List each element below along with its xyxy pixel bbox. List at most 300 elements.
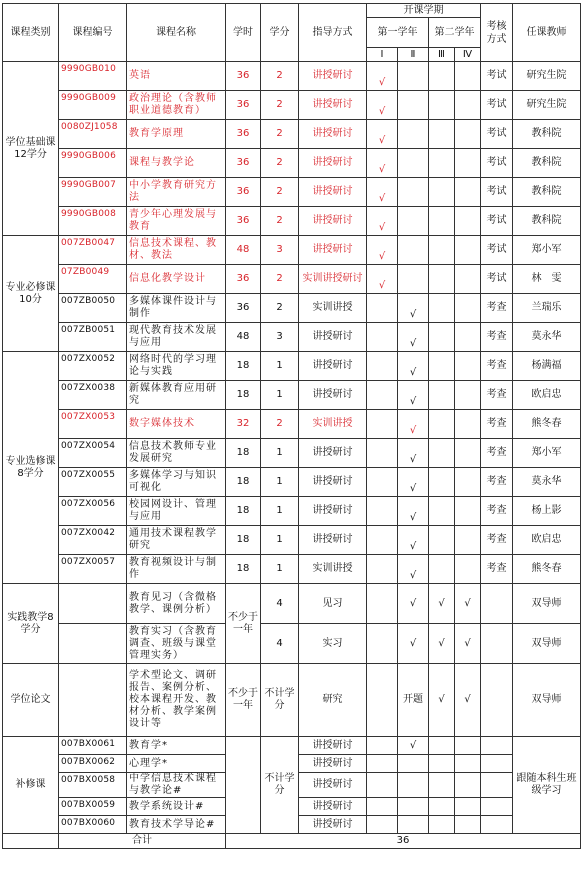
semester-check: √: [398, 526, 429, 555]
semester-check: [367, 755, 398, 773]
course-credits: 1: [261, 439, 299, 468]
course-method: 实训讲授: [299, 410, 367, 439]
semester-check: [429, 526, 455, 555]
semester-check: √: [455, 664, 481, 737]
header-sem-3: Ⅲ: [429, 48, 455, 62]
course-name: 信息技术课程、教材、教法: [127, 236, 226, 265]
course-teacher: 兰瑞乐: [513, 294, 581, 323]
course-name: 英语: [127, 62, 226, 91]
course-assessment: [481, 755, 513, 773]
course-code: [59, 624, 127, 664]
course-name: 教育视频设计与制作: [127, 555, 226, 584]
semester-check: √: [367, 207, 398, 236]
semester-check: [429, 120, 455, 149]
course-method: 讲授研讨: [299, 755, 367, 773]
course-assessment: 考试: [481, 62, 513, 91]
course-code: 07ZB0049: [59, 265, 127, 294]
semester-check: [455, 178, 481, 207]
semester-check: √: [367, 178, 398, 207]
course-code: 007ZX0054: [59, 439, 127, 468]
semester-check: [367, 816, 398, 834]
course-name: 课程与教学论: [127, 149, 226, 178]
course-method: 讲授研讨: [299, 773, 367, 798]
semester-check: √: [398, 737, 429, 755]
course-credits: 1: [261, 497, 299, 526]
course-assessment: 考试: [481, 207, 513, 236]
course-teacher: 熊冬春: [513, 410, 581, 439]
course-code: 007ZX0052: [59, 352, 127, 381]
course-hours: [226, 737, 261, 834]
semester-check: √: [429, 584, 455, 624]
course-teacher: 双导师: [513, 624, 581, 664]
table-body: [3, 62, 581, 849]
semester-check: [398, 178, 429, 207]
semester-check: √: [398, 381, 429, 410]
course-assessment: [481, 664, 513, 737]
category-label: 学位论文: [3, 664, 59, 737]
semester-check: [367, 555, 398, 584]
semester-check: √: [398, 352, 429, 381]
course-name: 心理学*: [127, 755, 226, 773]
semester-check: [367, 737, 398, 755]
semester-check: √: [367, 149, 398, 178]
semester-check: [429, 294, 455, 323]
curriculum-table: [2, 3, 581, 849]
semester-check: [429, 236, 455, 265]
course-name: 教育见习（含微格教学、课例分析）: [127, 584, 226, 624]
course-hours: 32: [226, 410, 261, 439]
course-credits: 2: [261, 207, 299, 236]
semester-check: [429, 265, 455, 294]
course-name: 新媒体教育应用研究: [127, 381, 226, 410]
course-method: 见习: [299, 584, 367, 624]
course-name: 网络时代的学习理论与实践: [127, 352, 226, 381]
semester-check: [398, 265, 429, 294]
semester-check: [367, 624, 398, 664]
course-teacher: 双导师: [513, 664, 581, 737]
course-assessment: [481, 816, 513, 834]
semester-check: [455, 773, 481, 798]
category-label: 专业必修课10分: [3, 236, 59, 352]
course-name: 通用技术课程教学研究: [127, 526, 226, 555]
course-assessment: 考查: [481, 410, 513, 439]
course-name: 教育学*: [127, 737, 226, 755]
semester-check: [455, 555, 481, 584]
course-hours: 36: [226, 207, 261, 236]
course-code: 9990GB008: [59, 207, 127, 236]
course-hours: 18: [226, 555, 261, 584]
semester-check: [429, 149, 455, 178]
semester-check: [429, 816, 455, 834]
course-credits: 2: [261, 178, 299, 207]
table-row: [3, 497, 581, 526]
course-hours: 36: [226, 62, 261, 91]
course-name: 教育实习（含教育调查、班级与课堂管理实务）: [127, 624, 226, 664]
header-code: 课程编号: [59, 4, 127, 62]
header-method: 指导方式: [299, 4, 367, 62]
category-label: 专业选修课8学分: [3, 352, 59, 584]
semester-check: √: [367, 120, 398, 149]
semester-check: [455, 439, 481, 468]
semester-check: √: [429, 624, 455, 664]
semester-check: [429, 410, 455, 439]
course-credits: 2: [261, 149, 299, 178]
course-teacher: 欧启忠: [513, 526, 581, 555]
semester-check: [367, 798, 398, 816]
course-teacher: 跟随本科生班级学习: [513, 737, 581, 834]
semester-check: [429, 91, 455, 120]
course-method: 讲授研讨: [299, 526, 367, 555]
semester-check: [429, 468, 455, 497]
semester-check: [455, 294, 481, 323]
category-label: 学位基础课12学分: [3, 62, 59, 236]
semester-check: √: [398, 468, 429, 497]
semester-check: [398, 91, 429, 120]
semester-check: [429, 178, 455, 207]
semester-check: [429, 798, 455, 816]
course-code: 007BX0062: [59, 755, 127, 773]
table-row: [3, 149, 581, 178]
total-label: 合计: [59, 834, 226, 849]
semester-check: [429, 62, 455, 91]
course-hours: 36: [226, 294, 261, 323]
semester-check: √: [398, 555, 429, 584]
semester-check: [398, 236, 429, 265]
course-name: 中小学教育研究方法: [127, 178, 226, 207]
semester-check: [429, 773, 455, 798]
course-teacher: 研究生院: [513, 91, 581, 120]
table-row: [3, 207, 581, 236]
course-teacher: 莫永华: [513, 468, 581, 497]
course-teacher: 郑小军: [513, 439, 581, 468]
semester-check: [455, 91, 481, 120]
header-category: 课程类别: [3, 4, 59, 62]
semester-check: [398, 798, 429, 816]
semester-check: √: [398, 497, 429, 526]
total-value: 36: [226, 834, 581, 849]
course-hours: 48: [226, 323, 261, 352]
course-method: 讲授研讨: [299, 91, 367, 120]
semester-check: [455, 381, 481, 410]
semester-check: [367, 468, 398, 497]
course-hours: 不少于一年: [226, 664, 261, 737]
course-code: 9990GB009: [59, 91, 127, 120]
semester-check: [398, 207, 429, 236]
course-method: 讲授研讨: [299, 816, 367, 834]
semester-check: [429, 323, 455, 352]
course-name: 校园网设计、管理与应用: [127, 497, 226, 526]
course-method: 实训讲授: [299, 294, 367, 323]
total-blank: [3, 834, 59, 849]
semester-check: [367, 526, 398, 555]
semester-check: [455, 352, 481, 381]
course-method: 讲授研讨: [299, 323, 367, 352]
course-method: 讲授研讨: [299, 381, 367, 410]
course-credits: 3: [261, 323, 299, 352]
course-name: 教学系统设计#: [127, 798, 226, 816]
course-code: 007BX0061: [59, 737, 127, 755]
course-name: 现代教育技术发展与应用: [127, 323, 226, 352]
course-credits: 1: [261, 526, 299, 555]
course-code: 9990GB010: [59, 62, 127, 91]
semester-check: 开题: [398, 664, 429, 737]
total-row: [3, 834, 581, 849]
table-row: [3, 62, 581, 91]
header-year2: 第二学年: [429, 18, 481, 48]
semester-check: √: [367, 236, 398, 265]
course-code: 007ZB0051: [59, 323, 127, 352]
course-credits: 不计学分: [261, 737, 299, 834]
semester-check: [398, 120, 429, 149]
course-assessment: [481, 584, 513, 624]
course-code: 007BX0059: [59, 798, 127, 816]
semester-check: √: [398, 584, 429, 624]
semester-check: [455, 410, 481, 439]
semester-check: [367, 773, 398, 798]
course-teacher: 教科院: [513, 207, 581, 236]
semester-check: [398, 773, 429, 798]
course-method: 讲授研讨: [299, 439, 367, 468]
semester-check: [367, 294, 398, 323]
course-assessment: 考查: [481, 439, 513, 468]
course-credits: 不计学分: [261, 664, 299, 737]
header-teacher: 任课教师: [513, 4, 581, 62]
semester-check: [398, 62, 429, 91]
semester-check: [398, 755, 429, 773]
course-method: 实训讲授研讨: [299, 265, 367, 294]
course-name: 中学信息技术课程与教学论#: [127, 773, 226, 798]
table-row: [3, 468, 581, 497]
semester-check: [429, 381, 455, 410]
semester-check: √: [398, 439, 429, 468]
course-teacher: 教科院: [513, 120, 581, 149]
header-sem-1: Ⅰ: [367, 48, 398, 62]
course-name: 学术型论文、调研报告、案例分析、校本课程开发、教材分析、教学案例设计等: [127, 664, 226, 737]
course-credits: 1: [261, 468, 299, 497]
semester-check: [398, 149, 429, 178]
course-name: 教育学原理: [127, 120, 226, 149]
course-name: 信息技术教师专业发展研究: [127, 439, 226, 468]
course-assessment: 考试: [481, 265, 513, 294]
semester-check: √: [367, 265, 398, 294]
table-row: [3, 91, 581, 120]
course-assessment: 考查: [481, 294, 513, 323]
semester-check: [455, 265, 481, 294]
course-name: 多媒体课件设计与制作: [127, 294, 226, 323]
course-code: 9990GB007: [59, 178, 127, 207]
course-hours: 18: [226, 468, 261, 497]
course-code: 007BX0060: [59, 816, 127, 834]
course-hours: 48: [226, 236, 261, 265]
course-credits: 2: [261, 410, 299, 439]
course-teacher: 莫永华: [513, 323, 581, 352]
semester-check: [367, 410, 398, 439]
semester-check: [367, 352, 398, 381]
table-row: [3, 265, 581, 294]
course-teacher: 教科院: [513, 178, 581, 207]
semester-check: [455, 62, 481, 91]
semester-check: [429, 207, 455, 236]
semester-check: [367, 381, 398, 410]
table-row: [3, 323, 581, 352]
course-method: 讲授研讨: [299, 149, 367, 178]
semester-check: [455, 236, 481, 265]
course-credits: 2: [261, 120, 299, 149]
semester-check: [367, 664, 398, 737]
header-semester: 开课学期: [367, 4, 481, 18]
course-teacher: 双导师: [513, 584, 581, 624]
semester-check: √: [455, 584, 481, 624]
course-assessment: 考查: [481, 381, 513, 410]
course-code: 007ZX0053: [59, 410, 127, 439]
header-sem-2: Ⅱ: [398, 48, 429, 62]
semester-check: [455, 755, 481, 773]
semester-check: [429, 737, 455, 755]
table-row: [3, 120, 581, 149]
semester-check: [367, 439, 398, 468]
table-row: [3, 381, 581, 410]
course-code: 007ZB0050: [59, 294, 127, 323]
course-method: 实习: [299, 624, 367, 664]
course-assessment: 考试: [481, 120, 513, 149]
category-label: 补修课: [3, 737, 59, 834]
course-hours: 36: [226, 91, 261, 120]
course-hours: 18: [226, 439, 261, 468]
course-name: 青少年心理发展与教育: [127, 207, 226, 236]
course-assessment: [481, 624, 513, 664]
table-row: [3, 624, 581, 664]
course-name: 政治理论（含教师职业道德教育）: [127, 91, 226, 120]
course-assessment: 考查: [481, 468, 513, 497]
semester-check: [367, 584, 398, 624]
course-hours: 36: [226, 265, 261, 294]
course-method: 讲授研讨: [299, 178, 367, 207]
table-row: [3, 410, 581, 439]
semester-check: [455, 323, 481, 352]
course-code: 9990GB006: [59, 149, 127, 178]
semester-check: [455, 816, 481, 834]
header-name: 课程名称: [127, 4, 226, 62]
semester-check: [429, 439, 455, 468]
course-code: 007BX0058: [59, 773, 127, 798]
course-method: 实训讲授: [299, 555, 367, 584]
course-code: 007ZX0038: [59, 381, 127, 410]
course-assessment: 考试: [481, 236, 513, 265]
semester-check: √: [398, 294, 429, 323]
course-credits: 2: [261, 265, 299, 294]
course-credits: 4: [261, 584, 299, 624]
semester-check: [455, 468, 481, 497]
course-name: 信息化教学设计: [127, 265, 226, 294]
course-hours: 36: [226, 149, 261, 178]
course-name: 数字媒体技术: [127, 410, 226, 439]
course-teacher: 杨上影: [513, 497, 581, 526]
semester-check: [455, 120, 481, 149]
course-hours: 36: [226, 178, 261, 207]
semester-check: [367, 497, 398, 526]
course-assessment: 考查: [481, 555, 513, 584]
table-row: [3, 526, 581, 555]
semester-check: √: [398, 624, 429, 664]
course-credits: 2: [261, 294, 299, 323]
semester-check: √: [367, 62, 398, 91]
semester-check: [429, 555, 455, 584]
course-teacher: 郑小军: [513, 236, 581, 265]
table-row: [3, 737, 581, 755]
course-teacher: 研究生院: [513, 62, 581, 91]
course-method: 讲授研讨: [299, 352, 367, 381]
semester-check: √: [398, 410, 429, 439]
header-credits: 学分: [261, 4, 299, 62]
course-hours: 18: [226, 497, 261, 526]
semester-check: √: [455, 624, 481, 664]
course-assessment: 考试: [481, 91, 513, 120]
semester-check: [429, 497, 455, 526]
table-row: [3, 555, 581, 584]
semester-check: [455, 737, 481, 755]
course-hours: 18: [226, 381, 261, 410]
course-method: 讲授研讨: [299, 207, 367, 236]
course-method: 讲授研讨: [299, 468, 367, 497]
course-method: 讲授研讨: [299, 62, 367, 91]
table-row: [3, 352, 581, 381]
course-credits: 4: [261, 624, 299, 664]
course-assessment: [481, 737, 513, 755]
table-row: [3, 178, 581, 207]
semester-check: √: [398, 323, 429, 352]
course-credits: 2: [261, 62, 299, 91]
course-method: 讲授研讨: [299, 798, 367, 816]
table-row: [3, 584, 581, 624]
course-credits: 1: [261, 381, 299, 410]
course-method: 讲授研讨: [299, 737, 367, 755]
header-assessment: 考核方式: [481, 4, 513, 62]
course-credits: 1: [261, 555, 299, 584]
course-assessment: [481, 773, 513, 798]
course-code: [59, 664, 127, 737]
course-hours: 36: [226, 120, 261, 149]
header-year1: 第一学年: [367, 18, 429, 48]
course-credits: 3: [261, 236, 299, 265]
course-assessment: 考试: [481, 149, 513, 178]
course-name: 教育技术学导论#: [127, 816, 226, 834]
course-assessment: 考查: [481, 323, 513, 352]
semester-check: [429, 755, 455, 773]
semester-check: [455, 798, 481, 816]
header-sem-4: Ⅳ: [455, 48, 481, 62]
category-label: 实践教学8学分: [3, 584, 59, 664]
course-credits: 2: [261, 91, 299, 120]
course-teacher: 教科院: [513, 149, 581, 178]
table-row: [3, 236, 581, 265]
table-row: [3, 664, 581, 737]
header-hours: 学时: [226, 4, 261, 62]
semester-check: [455, 526, 481, 555]
course-name: 多媒体学习与知识可视化: [127, 468, 226, 497]
course-teacher: 欧启忠: [513, 381, 581, 410]
course-assessment: 考查: [481, 497, 513, 526]
course-code: 007ZX0056: [59, 497, 127, 526]
semester-check: √: [429, 664, 455, 737]
course-credits: 1: [261, 352, 299, 381]
course-code: 007ZX0055: [59, 468, 127, 497]
semester-check: [455, 149, 481, 178]
course-method: 讲授研讨: [299, 120, 367, 149]
course-code: 007ZX0057: [59, 555, 127, 584]
course-method: 研究: [299, 664, 367, 737]
course-code: 007ZB0047: [59, 236, 127, 265]
course-method: 讲授研讨: [299, 236, 367, 265]
